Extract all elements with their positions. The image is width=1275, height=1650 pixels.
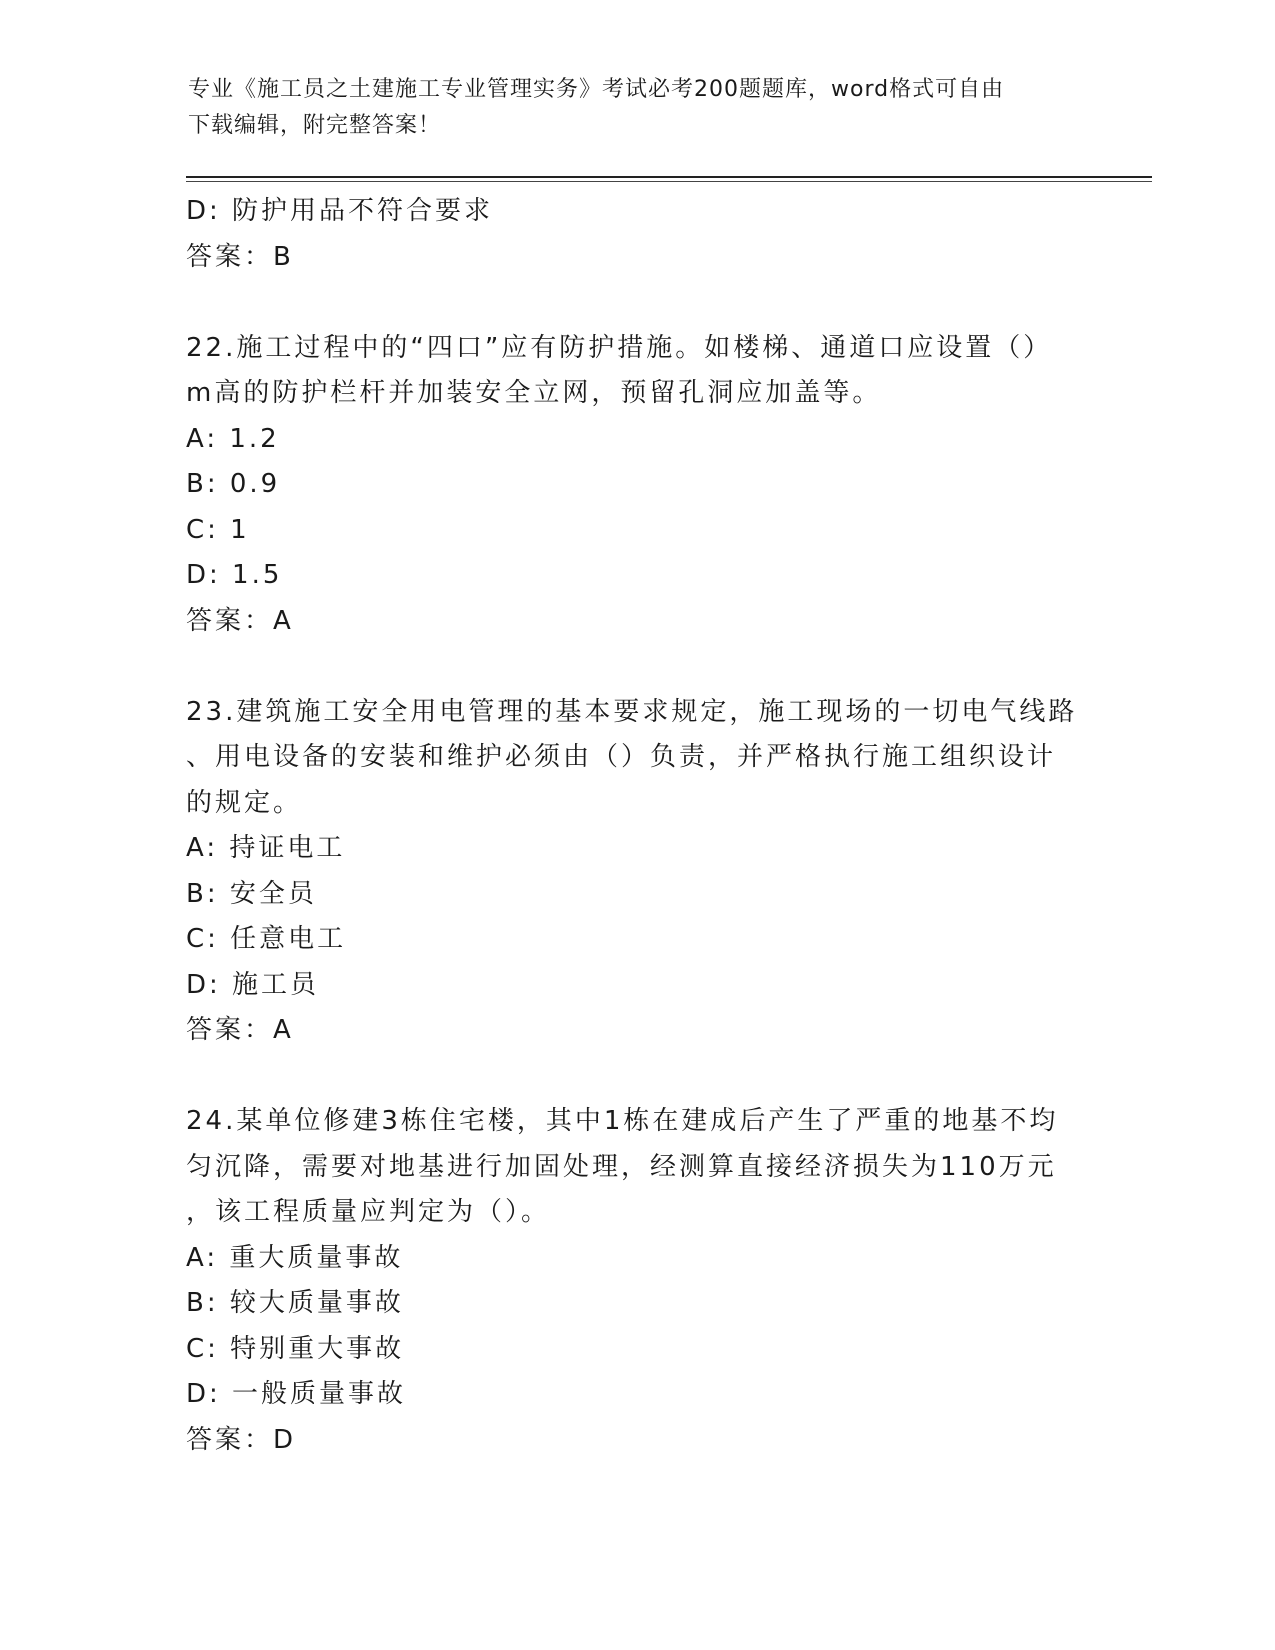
question-22-stem-line-1: 22.施工过程中的“四口”应有防护措施。如楼梯、通道口应设置（） bbox=[186, 332, 1053, 363]
question-list bbox=[186, 189, 1086, 1463]
question-23-option-a: A: 持证电工 bbox=[186, 833, 346, 863]
question-24-stem-line-3: ，该工程质量应判定为（）。 bbox=[186, 1197, 551, 1227]
question-24-stem-line-2: 匀沉降，需要对地基进行加固处理，经测算直接经济损失为110万元 bbox=[186, 1151, 1057, 1182]
question-23-stem-line-2: 、用电设备的安装和维护必须由（）负责，并严格执行施工组织设计 bbox=[186, 742, 1057, 772]
question-24-option-b: B: 较大质量事故 bbox=[186, 1288, 404, 1318]
header-divider-thick bbox=[186, 176, 1152, 178]
question-23-option-b: B: 安全员 bbox=[186, 878, 317, 909]
answer-value: B bbox=[273, 241, 291, 272]
question-23-stem-line-3: 的规定。 bbox=[186, 787, 303, 818]
header-line-2: 下载编辑，附完整答案！ bbox=[188, 113, 442, 138]
question-22-answer bbox=[186, 599, 1086, 645]
answer-value: A bbox=[273, 605, 291, 636]
question-22-option-b: B: 0.9 bbox=[186, 469, 281, 499]
header-divider-thin bbox=[186, 181, 1152, 182]
question-24-stem-line-1: 24.某单位修建3栋住宅楼，其中1栋在建成后产生了严重的地基不均 bbox=[186, 1106, 1059, 1136]
question-23-stem-line-1: 23.建筑施工安全用电管理的基本要求规定，施工现场的一切电气线路 bbox=[186, 696, 1078, 727]
header-line-1: 专业《施工员之土建施工专业管理实务》考试必考200题题库，word格式可自由 bbox=[188, 77, 1005, 102]
question-22-option-a: A: 1.2 bbox=[186, 423, 280, 454]
spacer bbox=[186, 1054, 1086, 1100]
question-22 bbox=[186, 326, 1086, 645]
answer-value: A bbox=[273, 1015, 291, 1045]
question-23-answer bbox=[186, 1008, 1086, 1054]
answer-label: 答案： bbox=[186, 1015, 274, 1045]
question-23-option-d: D: 施工员 bbox=[186, 969, 320, 1000]
prev-answer bbox=[186, 235, 1086, 281]
answer-value: D bbox=[273, 1424, 294, 1455]
question-22-option-d: D: 1.5 bbox=[186, 560, 283, 590]
question-23 bbox=[186, 690, 1086, 1054]
answer-label: 答案： bbox=[186, 605, 274, 636]
spacer bbox=[186, 644, 1086, 690]
spacer bbox=[186, 280, 1086, 326]
answer-label: 答案： bbox=[186, 241, 274, 272]
answer-label: 答案： bbox=[186, 1424, 274, 1455]
document-header bbox=[188, 72, 1088, 144]
question-24-answer bbox=[186, 1418, 1086, 1464]
prev-option-d: D: 防护用品不符合要求 bbox=[186, 196, 494, 226]
question-23-option-c: C: 任意电工 bbox=[186, 924, 347, 954]
question-24-option-c: C: 特别重大事故 bbox=[186, 1333, 405, 1364]
question-22-option-c: C: 1 bbox=[186, 514, 250, 545]
question-22-stem-line-2: m高的防护栏杆并加装安全立网，预留孔洞应加盖等。 bbox=[186, 378, 882, 408]
question-24-option-a: A: 重大质量事故 bbox=[186, 1242, 404, 1273]
question-24-option-d: D: 一般质量事故 bbox=[186, 1379, 407, 1409]
question-24 bbox=[186, 1099, 1086, 1463]
